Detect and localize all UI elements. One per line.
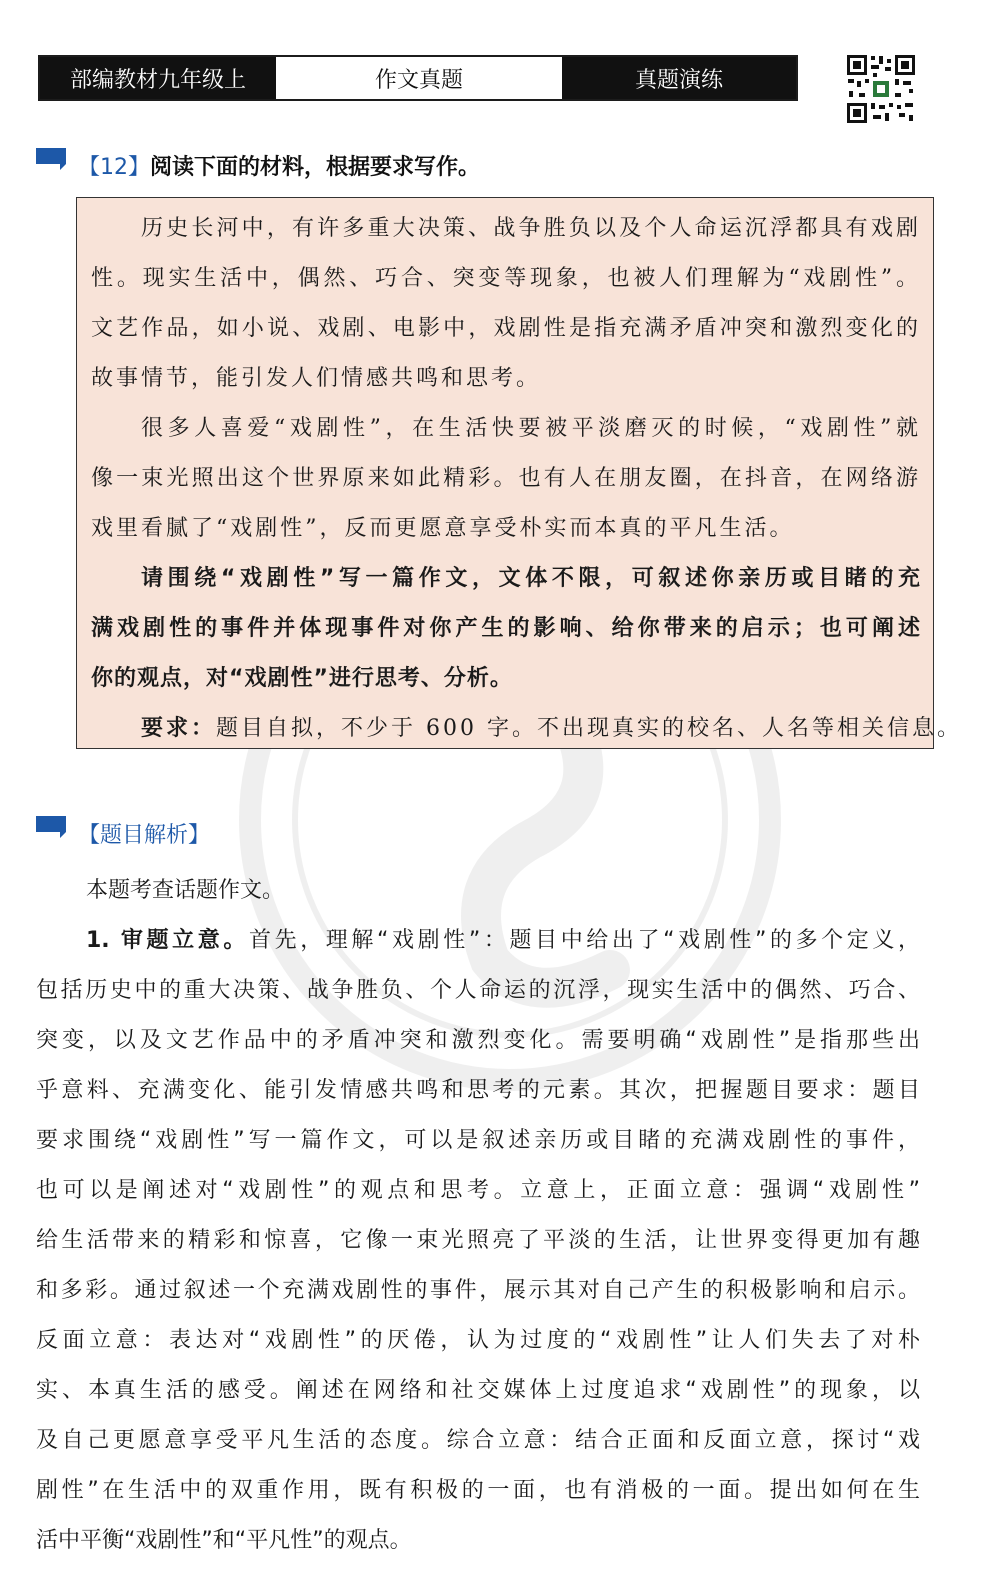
analysis-line: 反面立意：表达对“戏剧性”的厌倦，认为过度的“戏剧性”让人们失去了对朴 <box>36 1328 920 1353</box>
material-line: 历史长河中，有许多重大决策、战争胜负以及个人命运沉浮都具有戏剧 <box>141 216 921 241</box>
task-line: 你的观点，对“戏剧性”进行思考、分析。 <box>91 666 513 691</box>
material-line: 性。现实生活中，偶然、巧合、突变等现象，也被人们理解为“戏剧性”。 <box>91 266 921 291</box>
analysis-line: 剧性”在生活中的双重作用，既有积极的一面，也有消极的一面。提出如何在生 <box>36 1478 920 1503</box>
point1-label: 1. 审题立意。 <box>86 928 249 953</box>
material-line: 很多人喜爱“戏剧性”，在生活快要被平淡磨灭的时候，“戏剧性”就 <box>141 416 921 441</box>
analysis-line <box>36 916 920 966</box>
analysis-line: 包括历史中的重大决策、战争胜负、个人命运的沉浮，现实生活中的偶然、巧合、 <box>36 978 920 1003</box>
material-line: 文艺作品，如小说、戏剧、电影中，戏剧性是指充满矛盾冲突和激烈变化的 <box>91 316 921 341</box>
bookmark-tag-icon <box>36 816 66 838</box>
bookmark-tag-icon <box>36 148 66 170</box>
question-prompt: 阅读下面的材料，根据要求写作。 <box>150 155 481 180</box>
requirement-label: 要求： <box>141 716 217 741</box>
material-line: 戏里看腻了“戏剧性”，反而更愿意享受朴实而本真的平凡生活。 <box>91 516 795 541</box>
header-grade-label: 部编教材九年级上 <box>40 57 276 99</box>
analysis-line: 及自己更愿意享受平凡生活的态度。综合立意：结合正面和反面立意，探讨“戏 <box>36 1428 920 1453</box>
analysis-title: 【题目解析】 <box>78 823 211 848</box>
question-number: 【12】 <box>78 155 150 180</box>
analysis-line: 和多彩。通过叙述一个充满戏剧性的事件，展示其对自己产生的积极影响和启示。 <box>36 1278 920 1303</box>
material-line: 故事情节，能引发人们情感共鸣和思考。 <box>91 366 542 391</box>
requirement-line <box>91 704 962 754</box>
header-practice-label: 真题演练 <box>562 57 796 99</box>
material-line: 像一束光照出这个世界原来如此精彩。也有人在朋友圈，在抖音，在网络游 <box>91 466 921 491</box>
material-box <box>76 197 962 749</box>
analysis-body <box>36 866 920 1566</box>
analysis-line: 要求围绕“戏剧性”写一篇作文，可以是叙述亲历或目睹的充满戏剧性的事件， <box>36 1128 920 1153</box>
question-title <box>78 150 480 181</box>
analysis-intro: 本题考查话题作文。 <box>86 878 285 903</box>
analysis-line-text: 首先，理解“戏剧性”：题目中给出了“戏剧性”的多个定义， <box>248 928 921 953</box>
analysis-line: 也可以是阐述对“戏剧性”的观点和思考。立意上，正面立意：强调“戏剧性” <box>36 1178 920 1203</box>
analysis-line: 活中平衡“戏剧性”和“平凡性”的观点。 <box>36 1528 412 1553</box>
task-line: 满戏剧性的事件并体现事件对你产生的影响、给你带来的启示；也可阐述 <box>91 616 921 641</box>
analysis-line: 实、本真生活的感受。阐述在网络和社交媒体上过度追求“戏剧性”的现象，以 <box>36 1378 920 1403</box>
analysis-line: 乎意料、充满变化、能引发情感共鸣和思考的元素。其次，把握题目要求：题目 <box>36 1078 920 1103</box>
analysis-line: 给生活带来的精彩和惊喜，它像一束光照亮了平淡的生活，让世界变得更加有趣 <box>36 1228 920 1253</box>
header-section-label: 作文真题 <box>276 57 562 99</box>
analysis-line: 突变，以及文艺作品中的矛盾冲突和激烈变化。需要明确“戏剧性”是指那些出 <box>36 1028 920 1053</box>
qr-code-icon <box>845 53 917 125</box>
header-bar <box>38 55 798 101</box>
requirement-text: 题目自拟，不少于 600 字。不出现真实的校名、人名等相关信息。 <box>216 716 962 741</box>
task-line: 请围绕“戏剧性”写一篇作文，文体不限，可叙述你亲历或目睹的充 <box>141 566 921 591</box>
